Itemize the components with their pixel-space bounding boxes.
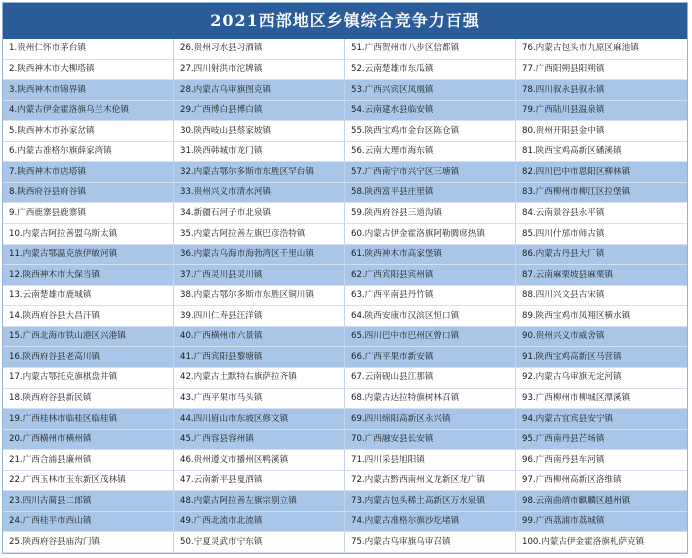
- ranking-entry: 93.广西柳州市柳城区潭溪镇: [516, 389, 687, 410]
- ranking-entry: 37.广西灵川县灵川镇: [174, 265, 345, 286]
- ranking-entry: 27.四川射洪市沱牌镇: [174, 60, 345, 81]
- ranking-entry: 84.云南景谷县永平镇: [516, 203, 687, 224]
- ranking-entry: 81.陕西宝鸡高新区磻溪镇: [516, 142, 687, 163]
- ranking-entry: 20.广西横州市横州镇: [3, 430, 174, 451]
- ranking-entry: 53.广西兴宾区凤凰镇: [345, 80, 516, 101]
- ranking-entry: 67.云南砚山县江那镇: [345, 368, 516, 389]
- ranking-entry: 8.陕西府谷县府谷镇: [3, 183, 174, 204]
- ranking-entry: 23.四川古蔺县二郎镇: [3, 491, 174, 512]
- ranking-entry: 82.四川巴中市恩阳区柳林镇: [516, 162, 687, 183]
- ranking-entry: 17.内蒙古鄂托克旗棋盘井镇: [3, 368, 174, 389]
- ranking-entry: 33.贵州兴义市清水河镇: [174, 183, 345, 204]
- ranking-entry: 15.广西北海市铁山港区兴港镇: [3, 327, 174, 348]
- ranking-entry: 31.陕西韩城市龙门镇: [174, 142, 345, 163]
- ranking-entry: 39.四川仁寿县汪洋镇: [174, 306, 345, 327]
- ranking-entry: 46.贵州遵义市播州区鸭溪镇: [174, 450, 345, 471]
- ranking-entry: 70.广西融安县长安镇: [345, 430, 516, 451]
- ranking-entry: 91.陕西宝鸡高新区马营镇: [516, 347, 687, 368]
- ranking-entry: 63.广西平南县丹竹镇: [345, 286, 516, 307]
- ranking-entry: 48.内蒙古阿拉善左旗宗别立镇: [174, 491, 345, 512]
- ranking-entry: 60.内蒙古伊金霍洛旗阿勒腾席热镇: [345, 224, 516, 245]
- ranking-entry: 47.云南新平县戛洒镇: [174, 471, 345, 492]
- ranking-entry: 96.广西南丹县车河镇: [516, 450, 687, 471]
- ranking-entry: 92.内蒙古乌审旗无定河镇: [516, 368, 687, 389]
- ranking-entry: 71.四川采县旭阳镇: [345, 450, 516, 471]
- ranking-entry: 28.内蒙古乌审旗图克镇: [174, 80, 345, 101]
- ranking-entry: 26.贵州习水县习酒镇: [174, 39, 345, 60]
- ranking-entry: 19.广西桂林市临桂区临桂镇: [3, 409, 174, 430]
- ranking-entry: 68.内蒙古达拉特旗树林召镇: [345, 389, 516, 410]
- ranking-entry: 90.贵州兴义市威舍镇: [516, 327, 687, 348]
- ranking-entry: 74.内蒙古准格尔旗沙圪堵镇: [345, 512, 516, 533]
- ranking-entry: 42.内蒙古土默特右旗萨拉齐镇: [174, 368, 345, 389]
- ranking-entry: 11.内蒙古鄂温克族伊敏河镇: [3, 245, 174, 266]
- ranking-entry: 34.新疆石河子市北泉镇: [174, 203, 345, 224]
- ranking-entry: 79.广西陆川县温泉镇: [516, 101, 687, 122]
- ranking-entry: 83.广西柳州市柳江区拉堡镇: [516, 183, 687, 204]
- ranking-entry: 32.内蒙古鄂尔多斯市东胜区罕台镇: [174, 162, 345, 183]
- ranking-entry: 73.内蒙古包头稀土高新区万水泉镇: [345, 491, 516, 512]
- ranking-entry: 41.广西宾阳县黎塘镇: [174, 347, 345, 368]
- ranking-entry: 7.陕西神木市店塔镇: [3, 162, 174, 183]
- ranking-entry: 72.内蒙古黔西南州义龙新区龙广镇: [345, 471, 516, 492]
- ranking-entry: 61.陕西神木市高家堡镇: [345, 245, 516, 266]
- ranking-entry: 54.云南建水县临安镇: [345, 101, 516, 122]
- ranking-entry: 77.广西阳朔县阳朔镇: [516, 60, 687, 81]
- ranking-entry: 50.宁夏灵武市宁东镇: [174, 532, 345, 553]
- ranking-entry: 56.云南大理市海东镇: [345, 142, 516, 163]
- ranking-entry: 69.四川绵阳高新区永兴镇: [345, 409, 516, 430]
- ranking-entry: 89.陕西宝鸡市凤翔区横水镇: [516, 306, 687, 327]
- ranking-entry: 85.四川什邡市师古镇: [516, 224, 687, 245]
- ranking-entry: 3.陕西神木市锦界镇: [3, 80, 174, 101]
- page-title: 2021西部地区乡镇综合竞争力百强: [3, 3, 687, 39]
- ranking-entry: 14.陕西府谷县大昌汗镇: [3, 306, 174, 327]
- ranking-entry: 30.陕西岐山县蔡家坡镇: [174, 121, 345, 142]
- ranking-entry: 75.内蒙古乌审旗乌审召镇: [345, 532, 516, 553]
- ranking-entry: 2.陕西神木市大柳塔镇: [3, 60, 174, 81]
- ranking-entry: 65.四川巴中市巴州区曾口镇: [345, 327, 516, 348]
- ranking-entry: 97.广西柳州高新区洛维镇: [516, 471, 687, 492]
- ranking-entry: 87.云南麻栗坡县麻栗镇: [516, 265, 687, 286]
- ranking-entry: 62.广西宾阳县宾州镇: [345, 265, 516, 286]
- ranking-entry: 64.陕西安康市汉滨区恒口镇: [345, 306, 516, 327]
- ranking-entry: 66.广西平果市新安镇: [345, 347, 516, 368]
- ranking-entry: 80.贵州开阳县金中镇: [516, 121, 687, 142]
- ranking-entry: 78.四川叙永县叙永镇: [516, 80, 687, 101]
- ranking-entry: 100.内蒙古伊金霍洛旗札萨克镇: [516, 532, 687, 553]
- ranking-entry: 36.内蒙古乌海市海勃湾区千里山镇: [174, 245, 345, 266]
- ranking-entry: 55.陕西宝鸡市金台区陈仓镇: [345, 121, 516, 142]
- ranking-entry: 21.广西合浦县廉州镇: [3, 450, 174, 471]
- ranking-entry: 49.广西北流市北流镇: [174, 512, 345, 533]
- ranking-entry: 29.广西博白县博白镇: [174, 101, 345, 122]
- ranking-entry: 95.广西南丹县芒场镇: [516, 430, 687, 451]
- ranking-entry: 35.内蒙古阿拉善左旗巴彦浩特镇: [174, 224, 345, 245]
- ranking-entry: 9.广西鹿寨县鹿寨镇: [3, 203, 174, 224]
- ranking-entry: 57.广西南宁市兴宁区三塘镇: [345, 162, 516, 183]
- ranking-entry: 4.内蒙古伊金霍洛旗乌兰木伦镇: [3, 101, 174, 122]
- ranking-grid: [3, 39, 687, 553]
- ranking-table: [2, 2, 688, 554]
- ranking-entry: 43.广西平果市马头镇: [174, 389, 345, 410]
- ranking-entry: 5.陕西神木市孙家岔镇: [3, 121, 174, 142]
- ranking-entry: 76.内蒙古包头市九原区麻池镇: [516, 39, 687, 60]
- ranking-entry: 58.陕西富平县庄里镇: [345, 183, 516, 204]
- ranking-entry: 98.云南曲靖市麒麟区越州镇: [516, 491, 687, 512]
- ranking-entry: 16.陕西府谷县老高川镇: [3, 347, 174, 368]
- ranking-entry: 86.内蒙古丹县大厂镇: [516, 245, 687, 266]
- ranking-entry: 59.陕西府谷县三道沟镇: [345, 203, 516, 224]
- ranking-entry: 52.云南楚雄市东瓜镇: [345, 60, 516, 81]
- ranking-entry: 12.陕西神木市大保当镇: [3, 265, 174, 286]
- ranking-entry: 40.广西横州市六景镇: [174, 327, 345, 348]
- ranking-entry: 13.云南楚雄市鹿城镇: [3, 286, 174, 307]
- ranking-entry: 44.四川眉山市东坡区修文镇: [174, 409, 345, 430]
- ranking-entry: 88.四川兴文县古宋镇: [516, 286, 687, 307]
- ranking-entry: 18.陕西府谷县新民镇: [3, 389, 174, 410]
- ranking-entry: 6.内蒙古准格尔旗薛家湾镇: [3, 142, 174, 163]
- ranking-entry: 24.广西桂平市西山镇: [3, 512, 174, 533]
- ranking-entry: 10.内蒙古阿拉善盟乌斯太镇: [3, 224, 174, 245]
- ranking-entry: 51.广西贺州市八步区信都镇: [345, 39, 516, 60]
- ranking-entry: 99.广西荔浦市荔城镇: [516, 512, 687, 533]
- ranking-entry: 94.内蒙古宜宾县安宁镇: [516, 409, 687, 430]
- ranking-entry: 22.广西玉林市玉东新区茂林镇: [3, 471, 174, 492]
- ranking-entry: 25.陕西府谷县庙沟门镇: [3, 532, 174, 553]
- ranking-entry: 1.贵州仁怀市茅台镇: [3, 39, 174, 60]
- ranking-entry: 38.内蒙古鄂尔多斯市东胜区铜川镇: [174, 286, 345, 307]
- ranking-entry: 45.广西容县容州镇: [174, 430, 345, 451]
